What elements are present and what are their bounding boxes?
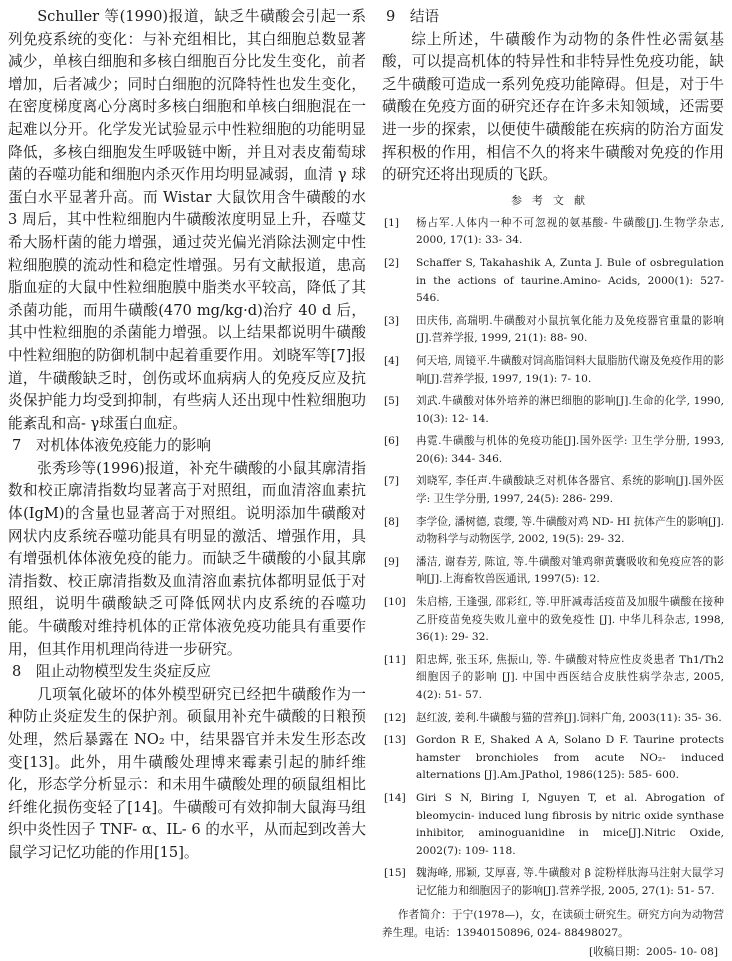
reference-text: 冉霓.牛磺酸与机体的免疫功能[J].国外医学: 卫生学分册, 1993, 20(6): 344- 346. bbox=[416, 435, 724, 465]
reference-number: [13] bbox=[384, 734, 406, 747]
reference-text: Giri S N, Biring I, Nguyen T, et al. Abrogation of bleomycin- induced lung fibrosis by nitric oxide synthase inhibitor, aminoguanidine in mice[J].Nitric Oxide, 2002(7): 109- 118. bbox=[416, 791, 724, 857]
paragraph-inflammation: 几项氧化破坏的体外模型研究已经把牛磺酸作为一种防止炎症发生的保护剂。硕鼠用补充牛磺酸的日粮预处理，然后暴露在 NO₂ 中，结果器官并未发生形态改变[13]。此外，用牛磺酸处理博来霉素引起的肺纤维化，形态学分析显示：和未用牛磺酸处理的硕鼠组相比纤维化损伤变轻了[14]。牛磺酸可有效抑制大鼠海马组织中炎性因子 TNF- α、IL- 6 的水平，从而起到改善大鼠学习记忆功能的作用[15]。 bbox=[8, 685, 366, 861]
section-heading-7: 7 对机体体液免疫能力的影响 bbox=[12, 437, 212, 455]
reference-number: [14] bbox=[384, 791, 406, 804]
reference-text: 何天培, 周镜平.牛磺酸对饲高脂饲料大鼠脂肪代谢及免疫作用的影响[J].营养学报, 1997, 19(1): 7- 10. bbox=[416, 354, 724, 385]
left-column bbox=[8, 6, 366, 865]
reference-number: [9] bbox=[384, 555, 400, 568]
references-title: 参考文献 bbox=[511, 193, 595, 207]
reference-number: [10] bbox=[384, 596, 406, 609]
reference-text: 朱启榕, 王逢强, 邵彩红, 等.甲肝减毒活疫苗及加服牛磺酸在接种乙肝疫苗免疫失败儿童中的致免疫性 [J]. 中华儿科杂志, 1998, 36(1): 29- 32. bbox=[416, 596, 724, 644]
reference-item bbox=[382, 393, 724, 428]
reference-number: [6] bbox=[384, 435, 400, 448]
reference-item bbox=[382, 732, 724, 785]
reference-item bbox=[382, 865, 724, 900]
reference-item bbox=[382, 255, 724, 308]
reference-text: 潘洁, 谢春芳, 陈谊, 等.牛磺酸对雏鸡卵黄囊吸收和免疫应答的影响[J].上海畜牧兽医通讯, 1997(5): 12. bbox=[416, 555, 724, 586]
reference-number: [5] bbox=[384, 395, 400, 408]
paragraph-humoral-immunity: 张秀珍等(1996)报道，补充牛磺酸的小鼠其廓清指数和校正廓清指数均显著高于对照组，而血清溶血素抗体(IgM)的含量也显著高于对照组。说明添加牛磺酸对网状内皮系统吞噬功能具有明显的激活、增强作用，具有增强机体体液免疫的能力。而缺乏牛磺酸的小鼠其廓清指数、校正廓清指数及血清溶血素抗体都明显低于对照组，说明牛磺酸缺乏可降低网状内皮系统的吞噬功能。牛磺酸对维持机体的正常体液免疫功能具有重要作用，但其作用机理尚待进一步研究。 bbox=[8, 459, 366, 658]
reference-number: [2] bbox=[384, 256, 400, 269]
reference-text: Gordon R E, Shaked A A, Solano D F. Taurine protects hamster bronchioles from acute NO₂- induced alternations [J].Am.JPathol, 1986(125): 585- 600. bbox=[416, 734, 724, 782]
reference-text: 阳忠辉, 张玉环, 焦振山, 等. 牛磺酸对特应性皮炎患者 Th1/Th2 细胞因子的影响 [J]. 中国中西医结合皮肤性病学杂志, 2005, 4(2): 51- 57. bbox=[416, 653, 724, 701]
section-heading-8: 8 阻止动物模型发生炎症反应 bbox=[12, 663, 212, 681]
reference-item bbox=[382, 554, 724, 589]
reference-text: 田庆伟, 高瑞明.牛磺酸对小鼠抗氧化能力及免疫器官重量的影响[J].营养学报, 1999, 21(1): 88- 90. bbox=[416, 314, 724, 345]
reference-text: 李学俭, 潘树德, 袁缨, 等.牛磺酸对鸡 ND- HI 抗体产生的影响[J].动物科学与动物医学, 2002, 19(5): 29- 32. bbox=[416, 515, 724, 546]
reference-item bbox=[382, 710, 724, 728]
reference-text: 刘晓军, 李任声.牛磺酸缺乏对机体各器官、系统的影响[J].国外医学: 卫生学分册, 1997, 24(5): 286- 299. bbox=[416, 475, 724, 506]
reference-item bbox=[382, 473, 724, 508]
reference-item bbox=[382, 790, 724, 860]
reference-item bbox=[382, 215, 724, 250]
reference-text: Schaffer S, Takahashik A, Zunta J. Bule of osbregulation in the actions of taurine.Amino- Acids, 2000(1): 527- 546. bbox=[416, 256, 724, 305]
reference-item bbox=[382, 433, 724, 468]
reference-list bbox=[382, 215, 724, 901]
reference-item bbox=[382, 514, 724, 549]
reference-item bbox=[382, 594, 724, 647]
reference-number: [7] bbox=[384, 475, 400, 488]
reference-text: 魏海峰, 邢颖, 艾厚喜, 等.牛磺酸对 β 淀粉样肽海马注射大鼠学习记忆能力和细胞因子的影响[J].营养学报, 2005, 27(1): 51- 57. bbox=[416, 867, 724, 897]
reference-number: [4] bbox=[384, 354, 400, 367]
received-date: [收稿日期：2005- 10- 08] bbox=[588, 945, 718, 958]
paragraph-neutrophil: Schuller 等(1990)报道，缺乏牛磺酸会引起一系列免疫系统的变化：与补充组相比，其白细胞总数显著减少，单核白细胞和多核白细胞百分比发生变化，前者增加，后者减少；同时白细胞的沉降特性也发生变化，在密度梯度离心分离时多核白细胞和单核白细胞混在一起难以分开。化学发光试验显示中性粒细胞的功能明显降低，多核白细胞发生呼吸链中断，并且对表皮葡萄球菌的吞噬功能和细胞内杀灭作用均明显减弱，血清 γ 球蛋白水平显著升高。而 Wistar 大鼠饮用含牛磺酸的水 3 周后，其中性粒细胞内牛磺酸浓度明显上升，吞噬艾希大肠杆菌的能力增强，通过荧光偏光消除法测定中性粒细胞膜的流动性和稳定性增强。另有文献报道，患高脂血症的大鼠中性粒细胞膜中脂类水平较高，降低了其杀菌功能，而用牛磺酸(470 mg/kg·d)治疗 40 d 后，其中性粒细胞的杀菌能力增强。以上结果都说明牛磺酸中性粒细胞的防御机制中起着重要作用。刘晓军等[7]报道，牛磺酸缺乏时，创伤或坏血病病人的免疫反应及抗炎保护能力均受到抑制，有些病人还出现中性粒细胞功能紊乱和高- γ球蛋白血症。 bbox=[8, 8, 366, 432]
paragraph-conclusion: 综上所述，牛磺酸作为动物的条件性必需氨基酸，可以提高机体的特异性和非特异性免疫功能，缺乏牛磺酸可造成一系列免疫功能障碍。但是，对于牛磺酸在免疫方面的研究还存在许多未知领域，还需要进一步的探索，以便使牛磺酸能在疾病的防治方面发挥积极的作用，相信不久的将来牛磺酸对免疫的作用的研究还将出现质的飞跃。 bbox=[382, 30, 724, 184]
reference-item bbox=[382, 353, 724, 388]
reference-item bbox=[382, 313, 724, 348]
reference-number: [11] bbox=[384, 653, 406, 666]
reference-item bbox=[382, 652, 724, 705]
reference-text: 刘武.牛磺酸对体外培养的淋巴细胞的影响[J].生命的化学, 1990, 10(3): 12- 14. bbox=[416, 395, 724, 425]
reference-number: [8] bbox=[384, 515, 400, 528]
reference-number: [3] bbox=[384, 314, 400, 327]
reference-text: 杨占军.人体内一种不可忽视的氨基酸- 牛磺酸[J].生物学杂志, 2000, 17(1): 33- 34. bbox=[416, 216, 724, 247]
reference-number: [15] bbox=[384, 867, 406, 880]
reference-number: [1] bbox=[384, 216, 400, 229]
right-column bbox=[382, 6, 724, 961]
author-note: 作者简介：于宁(1978—)，女，在读硕士研究生。研究方向为动物营养生理。电话：13940150896, 024- 88498027。 bbox=[382, 908, 724, 939]
section-heading-9: 9 结语 bbox=[386, 8, 440, 25]
reference-text: 赵红波, 姜利.牛磺酸与猫的营养[J].饲料广角, 2003(11): 35- 36. bbox=[416, 711, 722, 724]
reference-number: [12] bbox=[384, 711, 406, 724]
